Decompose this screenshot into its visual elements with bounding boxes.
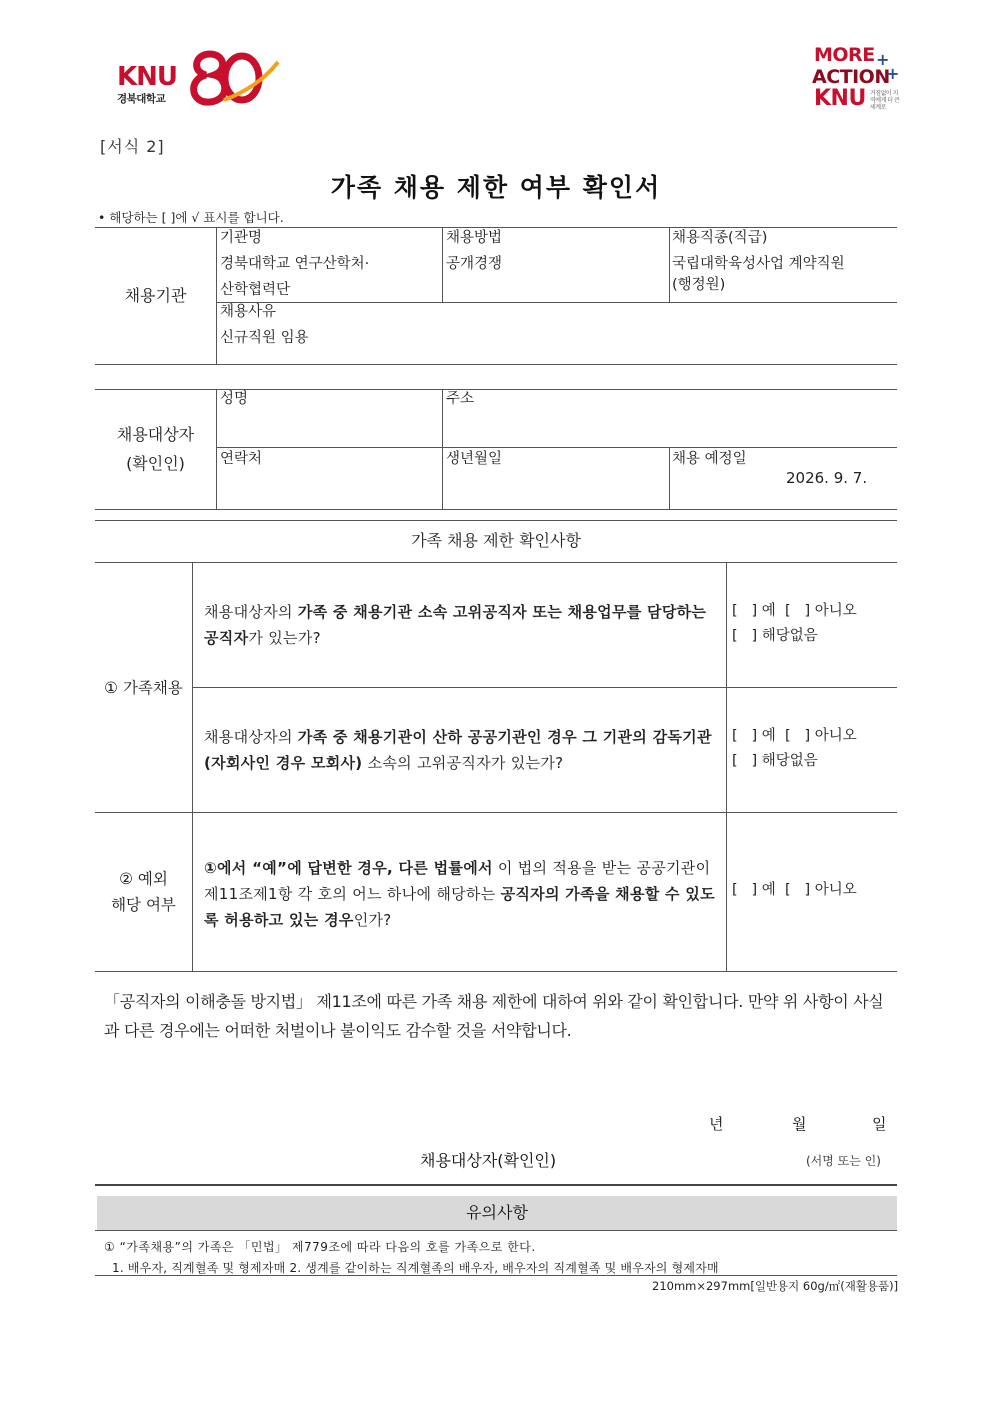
job-type-value-2: (행정원) <box>672 277 726 293</box>
target-section-label: 채용대상자 <box>116 425 195 444</box>
notes-header: 유의사항 <box>97 1196 897 1230</box>
table-border <box>192 562 193 971</box>
job-type-label: 채용직종(직급) <box>672 230 768 246</box>
q1-yes-no-checkbox[interactable]: [ ] 예 [ ] 아니오 <box>732 603 857 619</box>
table-border <box>95 812 897 813</box>
q3-yes-no-checkbox[interactable]: [ ] 예 [ ] 아니오 <box>732 882 857 898</box>
org-name-label: 기관명 <box>220 230 263 246</box>
more-action-knu-logo <box>812 44 902 110</box>
paper-spec: 210mm×297mm[일반용지 60g/㎡(재활용품)] <box>652 1279 899 1293</box>
table-border <box>95 971 897 972</box>
confirm-section-header: 가족 채용 제한 확인사항 <box>411 531 581 550</box>
exception-label: ② 예외 <box>119 870 168 888</box>
question-1: 채용대상자의 가족 중 채용기관 소속 고위공직자 또는 채용업무를 담당하는 공직자가 있는가? <box>204 603 707 647</box>
table-border <box>95 1230 897 1231</box>
table-border <box>95 1275 897 1276</box>
table-border <box>442 227 443 302</box>
date-month: 월 <box>792 1115 807 1133</box>
exception-sublabel: 해당 여부 <box>111 896 176 914</box>
signature-note: (서명 또는 인) <box>806 1154 881 1168</box>
job-type-value: 국립대학육성사업 계약직원 <box>672 256 845 272</box>
logo-slogan: 거점없이 지역에게 더 큰 세계로 <box>870 90 900 111</box>
check-instruction: • 해당하는 [ ]에 √ 표시를 합니다. <box>98 210 284 225</box>
question-3: ①에서 “예”에 답변한 경우, 다른 법률에서 이 법의 적용을 받는 공공기관이 제11조제1항 각 호의 어느 하나에 해당하는 공직자의 가족을 채용할 수 있도록 허용하고 있는 경우인가? <box>204 859 715 929</box>
pledge-statement: 「공직자의 이해충돌 방지법」 제11조에 따른 가족 채용 제한에 대하여 위와 같이 확인합니다. 만약 위 사항이 사실과 다른 경우에는 어떠한 처벌이나 불이익도 감수할 것을 서약합니다. <box>104 992 884 1040</box>
knu-logo-word: KNU <box>117 62 178 92</box>
date-year: 년 <box>709 1115 724 1133</box>
table-border <box>726 562 727 971</box>
note-line-2: 1. 배우자, 직계혈족 및 형제자매 2. 생계를 같이하는 직계혈족의 배우자, 배우자의 직계혈족 및 배우자의 형제자매 <box>112 1261 719 1275</box>
logo-more-text: MORE <box>814 44 875 66</box>
q2-na-checkbox[interactable]: [ ] 해당없음 <box>732 753 818 769</box>
table-border <box>216 302 897 303</box>
plus-icon: + <box>886 64 900 83</box>
logo-knu-text: KNU <box>814 86 866 111</box>
target-section-sublabel: (확인인) <box>126 454 185 473</box>
question-2: 채용대상자의 가족 중 채용기관이 산하 공공기관인 경우 그 기관의 감독기관(자회사인 경우 모회사) 소속의 고위공직자가 있는가? <box>204 728 712 772</box>
table-border <box>192 687 897 688</box>
form-code: [서식 2] <box>100 137 165 156</box>
method-label: 채용방법 <box>446 230 503 246</box>
notes-top-border <box>95 1184 897 1186</box>
table-border <box>95 520 897 521</box>
note-line-1: ① “가족채용”의 가족은 「민법」 제779조에 따라 다음의 호를 가족으로 한다. <box>104 1240 536 1254</box>
q1-na-checkbox[interactable]: [ ] 해당없음 <box>732 628 818 644</box>
org-name-value: 경북대학교 연구산학처· <box>220 256 370 272</box>
knu-logo-subtitle: 경북대학교 <box>117 93 166 105</box>
reason-label: 채용사유 <box>220 304 277 320</box>
q2-yes-no-checkbox[interactable]: [ ] 예 [ ] 아니오 <box>732 728 857 744</box>
plus-icon: + <box>876 50 890 69</box>
date-day: 일 <box>872 1115 887 1133</box>
table-border <box>216 227 217 364</box>
birth-date-label: 생년월일 <box>446 451 503 467</box>
table-border <box>95 509 897 510</box>
document-title: 가족 채용 제한 여부 확인서 <box>330 173 662 202</box>
name-label: 성명 <box>220 391 249 407</box>
reason-value: 신규직원 임용 <box>220 330 309 346</box>
method-value: 공개경쟁 <box>446 256 503 272</box>
table-border <box>442 389 443 509</box>
table-border <box>95 364 897 365</box>
table-border <box>216 389 217 509</box>
table-border <box>669 227 670 302</box>
table-border <box>216 447 897 448</box>
knu-80th-logo <box>114 48 279 110</box>
hire-date-label: 채용 예정일 <box>672 451 747 467</box>
signer-label: 채용대상자(확인인) <box>420 1151 557 1170</box>
contact-label: 연락처 <box>220 451 263 467</box>
80th-anniversary-icon <box>180 48 280 108</box>
logo-action-text: ACTION <box>812 66 890 88</box>
family-hiring-label: ① 가족채용 <box>104 679 183 697</box>
table-border <box>669 447 670 509</box>
org-name-value-2: 산학협력단 <box>220 282 291 298</box>
table-border <box>95 562 897 563</box>
hire-date-value: 2026. 9. 7. <box>786 469 868 487</box>
address-label: 주소 <box>446 391 475 407</box>
org-section-label: 채용기관 <box>124 286 187 305</box>
